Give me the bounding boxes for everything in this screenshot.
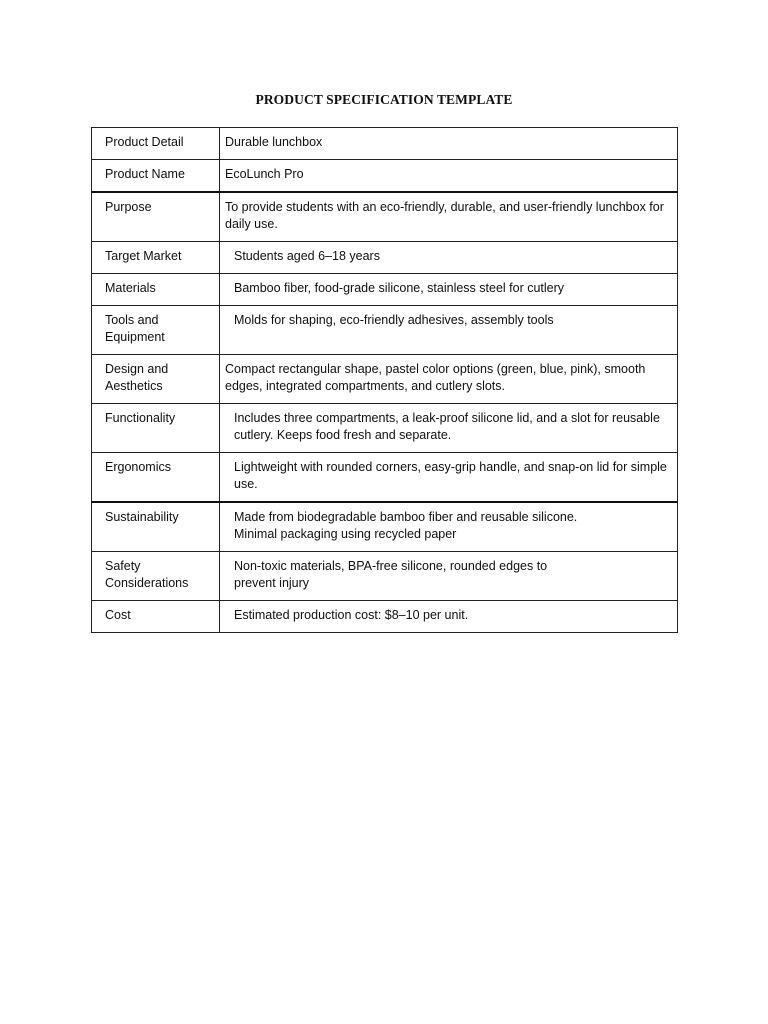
table-row-sustainability [92,502,678,552]
row-label: Product Name [105,167,185,181]
row-value: To provide students with an eco-friendly, durable, and user-friendly lunchbox for daily use. [225,200,664,231]
row-value: Made from biodegradable bamboo fiber and reusable silicone. [234,510,578,524]
row-value: Compact rectangular shape, pastel color options (green, blue, pink), smooth edges, integrated compartments, and cutlery slots. [225,362,646,393]
table-row-product-detail [92,128,678,160]
table-row-target-market [92,242,678,274]
row-value: Students aged 6–18 years [234,249,380,263]
page-title: PRODUCT SPECIFICATION TEMPLATE [255,92,513,107]
row-value: Lightweight with rounded corners, easy-grip handle, and snap-on lid for simple use. [234,460,667,491]
row-label: Materials [105,281,156,295]
specification-table [91,127,678,633]
row-label: Sustainability [105,510,179,524]
row-value: Molds for shaping, eco-friendly adhesives, assembly tools [234,313,554,327]
row-value: Non-toxic materials, BPA-free silicone, rounded edges to prevent injury [234,559,548,590]
table-row-cost [92,601,678,633]
table-row-tools-and-equipment [92,306,678,355]
row-value: Durable lunchbox [225,135,323,149]
row-value: Includes three compartments, a leak-proof silicone lid, and a slot for reusable cutlery. Keeps food fresh and separate. [234,411,660,442]
table-row-purpose [92,192,678,242]
row-label: Target Market [105,249,182,263]
table-row-ergonomics [92,453,678,503]
row-value: Bamboo fiber, food-grade silicone, stainless steel for cutlery [234,281,565,295]
table-row-safety-considerations [92,552,678,601]
table-row-product-name [92,160,678,193]
row-value: EcoLunch Pro [225,167,304,181]
row-label: Ergonomics [105,460,171,474]
row-label: Safety Considerations [105,559,189,590]
table-row-materials [92,274,678,306]
row-label: Cost [105,608,131,622]
row-label: Product Detail [105,135,184,149]
row-label: Purpose [105,200,152,214]
row-value-line-2: Minimal packaging using recycled paper [234,527,457,541]
row-label: Functionality [105,411,176,425]
row-label: Design and Aesthetics [105,362,169,393]
row-label: Tools and Equipment [105,313,165,344]
table-row-design-and-aesthetics [92,355,678,404]
row-value: Estimated production cost: $8–10 per unit. [234,608,469,622]
table-row-functionality [92,404,678,453]
